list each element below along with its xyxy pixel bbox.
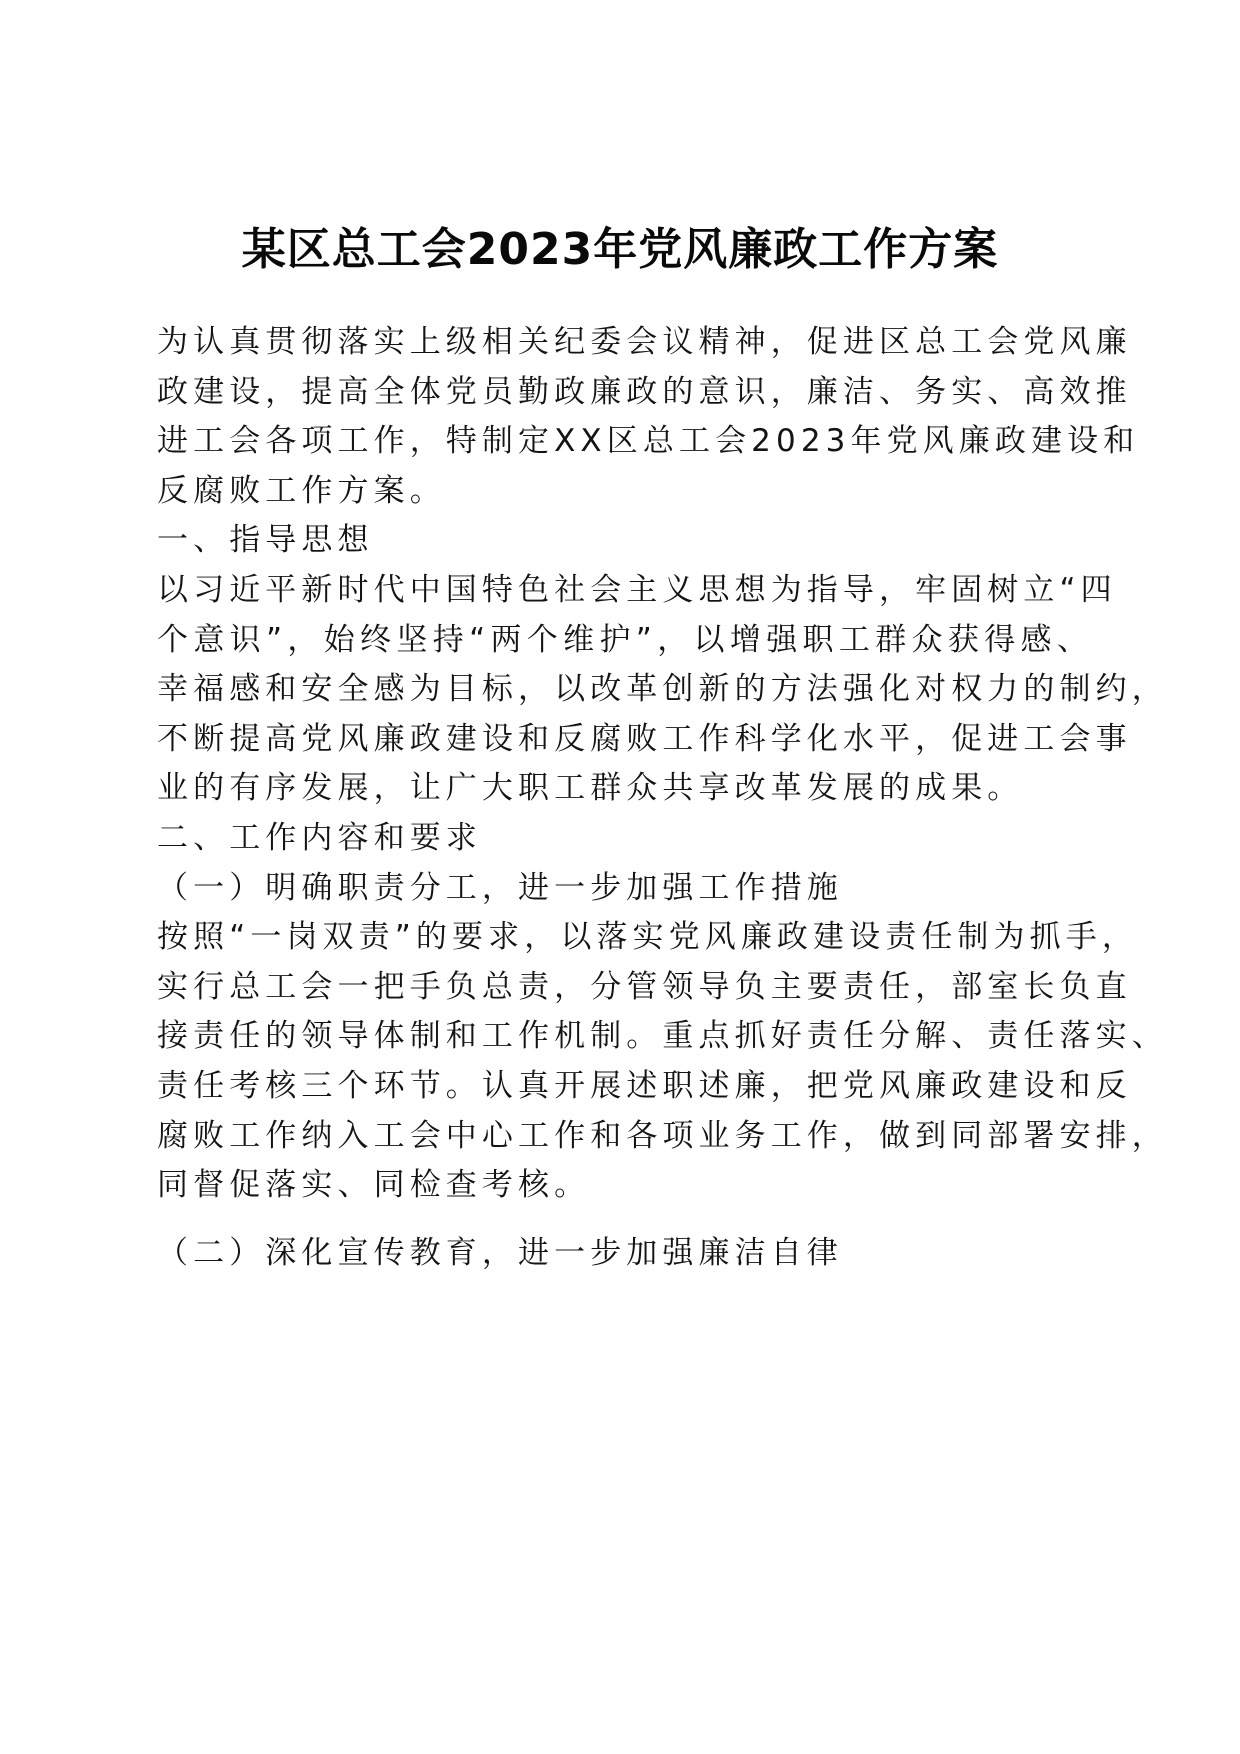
intro-line: 反腐败工作方案。 xyxy=(157,472,446,509)
intro-line: 政建设，提高全体党员勤政廉政的意识，廉洁、务实、高效推 xyxy=(157,373,1132,410)
subsection-paragraph-line: 腐败工作纳入工会中心工作和各项业务工作，做到同部署安排， xyxy=(157,1117,1168,1154)
subsection-paragraph-line: 同督促落实、同检查考核。 xyxy=(157,1167,591,1204)
intro-line: 为认真贯彻落实上级相关纪委会议精神，促进区总工会党风廉 xyxy=(157,324,1132,360)
subsection-paragraph-line: 按照“一岗双责”的要求，以落实党风廉政建设责任制为抓手， xyxy=(157,919,1138,956)
paragraph-spacer xyxy=(157,1211,1093,1229)
intro-line: 进工会各项工作，特制定XX区总工会2023年党风廉政建设和 xyxy=(157,423,1140,460)
section-paragraph-line: 个意识”，始终坚持“两个维护”，以增强职工群众获得感、 xyxy=(157,621,1093,658)
document-title: 某区总工会2023年党风廉政工作方案 xyxy=(241,224,999,275)
section-paragraph-line: 幸福感和安全感为目标，以改革创新的方法强化对权力的制约， xyxy=(157,671,1168,708)
section-paragraph-line: 不断提高党风廉政建设和反腐败工作科学化水平，促进工会事 xyxy=(157,720,1132,757)
section-heading: 二、工作内容和要求 xyxy=(157,819,482,856)
section-paragraph-line: 业的有序发展，让广大职工群众共享改革发展的成果。 xyxy=(157,770,1024,807)
document-body xyxy=(157,318,1168,1278)
section-paragraph-line: 以习近平新时代中国特色社会主义思想为指导，牢固树立“四 xyxy=(157,571,1117,608)
subsection-heading: （二）深化宣传教育，进一步加强廉洁自律 xyxy=(157,1234,843,1271)
subsection-paragraph-line: 接责任的领导体制和工作机制。重点抓好责任分解、责任落实、 xyxy=(157,1018,1168,1055)
subsection-paragraph-line: 责任考核三个环节。认真开展述职述廉，把党风廉政建设和反 xyxy=(157,1067,1132,1104)
section-heading: 一、指导思想 xyxy=(157,522,374,559)
subsection-paragraph-line: 实行总工会一把手负总责，分管领导负主要责任，部室长负直 xyxy=(157,968,1132,1005)
subsection-heading: （一）明确职责分工，进一步加强工作措施 xyxy=(157,869,843,906)
